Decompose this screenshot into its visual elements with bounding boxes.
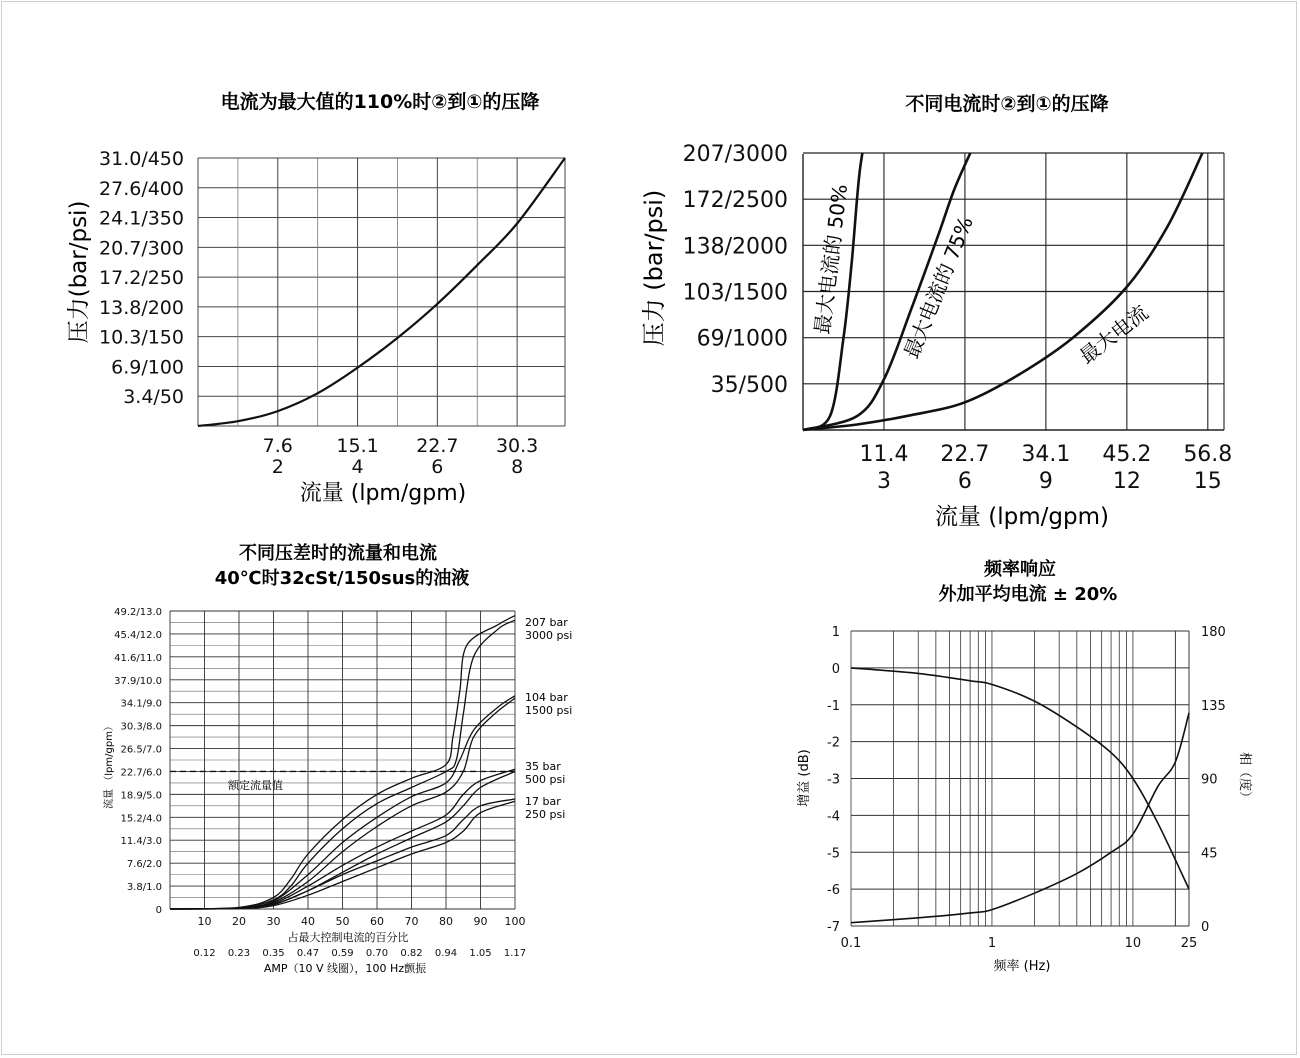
chart3-xtick: 80 (439, 915, 453, 928)
chart1-xtick-gpm: 4 (351, 456, 364, 478)
chart4-xtick: 0.1 (840, 936, 862, 951)
chart3-xtick: 50 (335, 915, 350, 928)
chart4-ytick-left: -5 (827, 846, 840, 862)
chart4-xtick: 10 (1124, 936, 1142, 951)
chart4-xtick: 25 (1180, 936, 1198, 951)
chart3-series-label-35: 35 bar (525, 760, 561, 773)
chart3-xtick: 10 (197, 915, 212, 928)
chart4-ytick-left: -4 (827, 809, 840, 825)
chart2-xtick-lpm: 22.7 (940, 442, 990, 467)
chart4-ytick-left: -2 (827, 735, 840, 751)
chart3-ytick: 7.6/2.0 (126, 859, 162, 871)
chart1-xtick-lpm: 30.3 (495, 435, 539, 457)
chart2-ytick: 103/1500 (682, 280, 788, 306)
chart4-ylabel-left: 增益 (dB) (797, 749, 812, 807)
chart3-ytick: 11.4/3.0 (120, 836, 162, 848)
chart4-ytick-left: -7 (827, 920, 840, 935)
chart3-series-label-104: 104 bar (525, 691, 568, 704)
chart-pressure-drop-110pct (66, 90, 565, 506)
chart4-ytick-left: 0 (831, 661, 840, 677)
chart3-yticks (114, 607, 162, 916)
chart1-xtick-lpm: 15.1 (336, 435, 379, 457)
chart1-ytick: 24.1/350 (99, 207, 184, 230)
chart3-ytick: 18.9/5.0 (120, 790, 162, 802)
chart3-ytick: 30.3/8.0 (120, 721, 162, 733)
chart2-yticks (683, 142, 788, 398)
chart1-xtick-lpm: 22.7 (416, 435, 459, 457)
chart4-xtick: 1 (987, 936, 997, 951)
chart3-series-label-104-psi: 1500 psi (525, 704, 573, 717)
chart2-ytick: 69/1000 (696, 326, 788, 352)
chart3-xlabel: 占最大控制电流的百分比 (287, 931, 409, 944)
chart2-ytick: 138/2000 (682, 234, 788, 260)
chart4-grid (851, 631, 1189, 926)
chart3-series-label-35-psi: 500 psi (525, 773, 566, 786)
chart3-amp-tick: 0.35 (262, 948, 285, 959)
chart4-ytick-left: -3 (827, 772, 840, 788)
chart3-ytick: 0 (155, 905, 162, 916)
chart3-series-label-17: 17 bar (525, 795, 561, 808)
chart2-xtick-gpm: 12 (1112, 469, 1141, 494)
chart4-title-line1: 频率响应 (984, 559, 1056, 580)
chart4-ytick-left: -6 (827, 883, 840, 899)
chart3-amp-tick: 1.17 (503, 948, 527, 959)
chart1-ytick: 20.7/300 (99, 237, 184, 260)
chart2-ytick: 35/500 (710, 372, 788, 398)
chart3-xtick: 20 (232, 915, 246, 928)
chart1-ytick: 3.4/50 (123, 386, 184, 409)
chart2-xtick-lpm: 11.4 (859, 442, 909, 467)
chart2-title: 不同电流时②到①的压降 (905, 93, 1109, 115)
chart2-xtick-lpm: 56.8 (1183, 442, 1233, 467)
chart3-rated-label: 额定流量值 (228, 779, 283, 792)
chart4-yticks-left (827, 625, 840, 935)
chart3-ytick: 15.2/4.0 (120, 813, 162, 825)
chart3-series-label-17-psi: 250 psi (525, 808, 566, 821)
chart4-xlabel: 频率 (Hz) (993, 959, 1051, 974)
chart4-ylabel-right: 相（度） (1237, 751, 1252, 805)
chart3-amp-tick: 0.82 (400, 948, 423, 959)
chart3-amp-label: AMP（10 V 线圈），100 Hz颤振 (263, 962, 427, 975)
chart3-ytick: 22.7/6.0 (120, 767, 162, 779)
chart1-ytick: 27.6/400 (99, 177, 184, 200)
chart2-curve-label-75: 最大电流的 75% (899, 212, 978, 362)
chart1-title: 电流为最大值的110%时②到①的压降 (220, 91, 540, 113)
chart2-curve-label-max: 最大电流 (1074, 300, 1153, 369)
chart3-series-label-207: 207 bar (525, 616, 568, 629)
chart3-amp-tick: 0.23 (227, 948, 251, 959)
chart1-xticks (263, 435, 539, 478)
chart4-series (851, 668, 1189, 923)
chart3-xtick: 60 (370, 915, 384, 928)
chart1-xtick-lpm: 7.6 (262, 435, 293, 457)
chart4-ytick-right: 135 (1201, 698, 1226, 714)
chart1-grid (198, 158, 565, 426)
chart3-ytick: 37.9/10.0 (114, 675, 162, 687)
chart3-amp-tick: 0.12 (193, 948, 216, 959)
chart1-series-line (198, 158, 565, 426)
chart1-ytick: 13.8/200 (99, 296, 184, 319)
chart3-ytick: 49.2/13.0 (114, 607, 162, 618)
chart4-title-line2: 外加平均电流 ± 20% (938, 584, 1118, 605)
chart3-amp-tick: 0.47 (296, 948, 320, 959)
chart4-ytick-right: 90 (1201, 772, 1218, 788)
chart3-xtick: 40 (301, 915, 315, 928)
chart3-amp-ticks (193, 948, 526, 959)
chart4-ytick-left: -1 (827, 698, 840, 714)
chart-frequency-response (797, 558, 1253, 974)
chart3-ytick: 45.4/12.0 (114, 629, 162, 641)
chart3-ytick: 3.8/1.0 (126, 882, 162, 894)
chart1-ylabel: 压力(bar/psi) (66, 200, 92, 344)
chart3-series-label-207-psi: 3000 psi (525, 629, 573, 642)
chart3-amp-tick: 0.59 (331, 948, 354, 959)
chart2-xtick-gpm: 6 (957, 469, 972, 494)
chart2-xtick-gpm: 15 (1193, 469, 1222, 494)
chart3-amp-tick: 1.05 (469, 948, 492, 959)
chart2-xtick-lpm: 34.1 (1021, 442, 1071, 467)
chart1-xtick-gpm: 2 (271, 456, 284, 478)
chart1-xlabel: 流量 (lpm/gpm) (299, 481, 467, 506)
chart1-xtick-gpm: 6 (431, 456, 444, 478)
chart2-ytick: 207/3000 (682, 142, 788, 167)
chart3-ytick: 41.6/11.0 (114, 652, 162, 664)
chart1-yticks (99, 148, 184, 408)
chart3-ytick: 34.1/9.0 (120, 698, 162, 710)
chart4-series-line-1 (851, 713, 1189, 923)
chart3-xtick: 100 (504, 915, 526, 928)
chart1-xtick-gpm: 8 (511, 456, 524, 478)
chart3-title-line2: 40℃时32cSt/150sus的油液 (214, 568, 470, 589)
chart4-xticks (841, 936, 1198, 951)
chart2-xtick-gpm: 3 (876, 469, 891, 494)
chart-flow-vs-current (102, 542, 572, 975)
chart3-xtick: 70 (404, 915, 419, 928)
chart3-title-line1: 不同压差时的流量和电流 (239, 543, 437, 564)
chart2-xtick-lpm: 45.2 (1102, 442, 1152, 467)
chart4-ytick-right: 45 (1201, 846, 1218, 862)
chart3-xtick: 30 (266, 915, 281, 928)
chart1-ytick: 10.3/150 (99, 326, 184, 349)
chart2-xtick-gpm: 9 (1038, 469, 1053, 494)
chart-pressure-drop-currents (640, 92, 1232, 530)
chart3-amp-tick: 0.94 (434, 948, 458, 959)
chart4-ytick-right: 180 (1201, 625, 1226, 640)
chart2-ytick: 172/2500 (682, 188, 788, 214)
chart4-ytick-right: 0 (1201, 920, 1210, 935)
chart3-ylabel: 流量 （lpm/gpm） (104, 721, 115, 809)
chart1-ytick: 17.2/250 (99, 267, 184, 290)
chart2-xlabel: 流量 (lpm/gpm) (934, 504, 1110, 530)
chart2-xticks (859, 442, 1232, 494)
chart2-curve-label-50: 最大电流的 50% (809, 182, 853, 336)
chart1-ytick: 31.0/450 (99, 148, 184, 170)
chart1-series (198, 158, 565, 426)
chart2-grid (803, 153, 1224, 430)
chart3-xtick: 90 (473, 915, 488, 928)
chart1-ytick: 6.9/100 (111, 356, 184, 379)
chart4-yticks-right (1201, 625, 1226, 935)
chart2-ylabel: 压力 (bar/psi) (640, 189, 668, 347)
chart3-amp-tick: 0.70 (365, 948, 389, 959)
chart3-ytick: 26.5/7.0 (120, 744, 162, 756)
chart4-ytick-left: 1 (831, 625, 840, 640)
chart3-series-labels (525, 616, 572, 821)
chart3-xticks (198, 915, 526, 928)
